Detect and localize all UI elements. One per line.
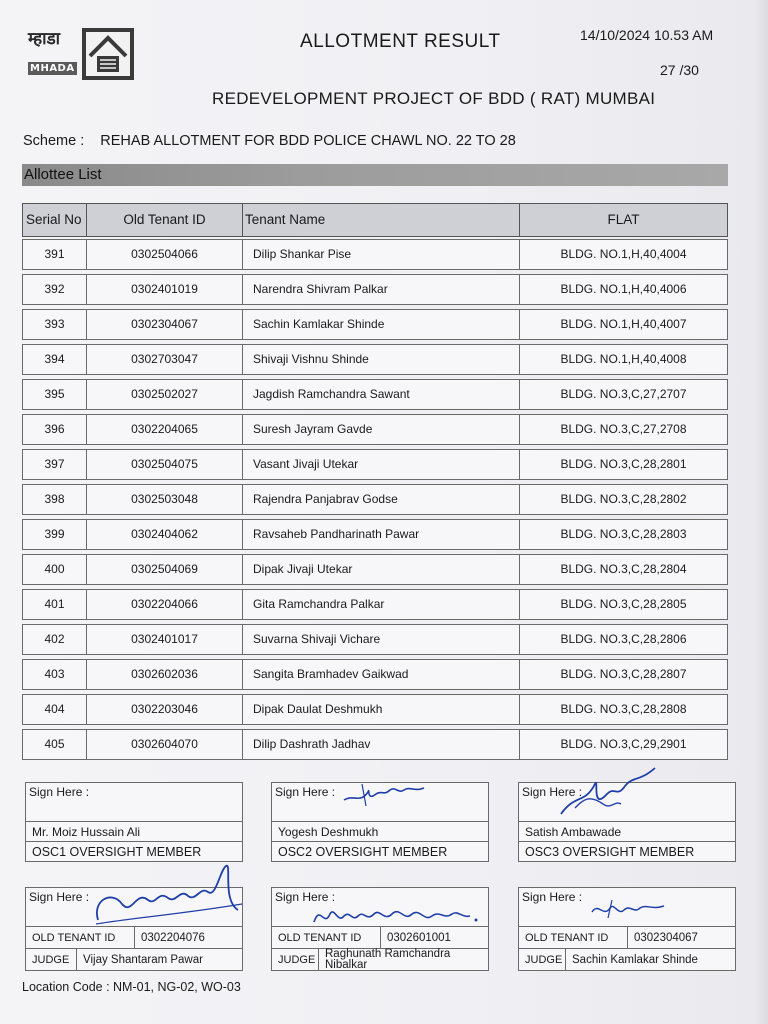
row-cells	[22, 554, 728, 585]
tenant-name-cell: Shivaji Vishnu Shinde	[243, 345, 520, 374]
tenant-name-cell: Narendra Shivram Palkar	[243, 275, 520, 304]
judge-label: JUDGE	[32, 954, 70, 966]
old-tenant-id-cell: 0302604070	[87, 730, 243, 759]
serial-number-cell: 400	[23, 555, 87, 584]
serial-number-cell: 402	[23, 625, 87, 654]
old-tenant-id-cell: 0302401019	[87, 275, 243, 304]
old-tenant-id-cell: 0302404062	[87, 520, 243, 549]
print-datetime: 14/10/2024 10.53 AM	[580, 27, 714, 43]
tenant-name-cell: Jagdish Ramchandra Sawant	[243, 380, 520, 409]
tenant-name-cell: Dipak Jivaji Utekar	[243, 555, 520, 584]
signature-ink-osc3	[555, 764, 665, 824]
flat-cell: BLDG. NO.1,H,40,4004	[560, 247, 687, 261]
tenant-name-cell: Dipak Daulat Deshmukh	[243, 695, 520, 724]
judge-label: JUDGE	[278, 954, 316, 966]
row-cells	[22, 274, 728, 305]
old-tenant-id-value: 0302204076	[134, 927, 205, 949]
table-row	[22, 447, 728, 482]
judge-row	[519, 948, 735, 970]
column-header-tenant-id: Old Tenant ID	[87, 204, 243, 236]
oversight-sign-box-1	[25, 782, 243, 862]
table-row	[22, 622, 728, 657]
mhada-logo	[28, 26, 136, 82]
row-cells	[22, 309, 728, 340]
row-cells	[22, 379, 728, 410]
sign-here-label: Sign Here :	[275, 785, 336, 799]
judge-name: Sachin Kamlakar Shinde	[565, 949, 698, 971]
flat-cell: BLDG. NO.3,C,28,2802	[560, 492, 687, 506]
sign-here-label: Sign Here :	[522, 890, 583, 904]
oversight-member-role: OSC1 OVERSIGHT MEMBER	[26, 841, 242, 861]
logo-marathi-text: म्हाडा	[28, 29, 61, 49]
tenant-name-cell: Suresh Jayram Gavde	[243, 415, 520, 444]
serial-number-cell: 397	[23, 450, 87, 479]
oversight-member-name: Satish Ambawade	[519, 821, 735, 841]
serial-number-cell: 401	[23, 590, 87, 619]
column-header-flat: FLAT	[607, 212, 640, 227]
sign-here-label: Sign Here :	[29, 785, 90, 799]
row-cells	[22, 729, 728, 760]
old-tenant-id-cell: 0302503048	[87, 485, 243, 514]
scheme-value: REHAB ALLOTMENT FOR BDD POLICE CHAWL NO. 22 TO 28	[100, 133, 516, 149]
signature-ink-judge3	[588, 894, 668, 924]
flat-cell: BLDG. NO.3,C,28,2803	[560, 527, 687, 541]
old-tenant-id-label: OLD TENANT ID	[278, 932, 362, 944]
signature-ink-judge2	[312, 900, 482, 930]
table-body	[22, 237, 728, 762]
flat-cell: BLDG. NO.3,C,28,2805	[560, 597, 687, 611]
row-cells	[22, 694, 728, 725]
table-row	[22, 342, 728, 377]
old-tenant-id-cell: 0302504075	[87, 450, 243, 479]
judge-name: Raghunath Ramchandra Nibalkar	[318, 949, 475, 971]
flat-cell: BLDG. NO.3,C,28,2804	[560, 562, 687, 576]
table-row	[22, 307, 728, 342]
row-cells	[22, 659, 728, 690]
signature-ink-osc2	[340, 780, 430, 810]
table-row	[22, 587, 728, 622]
column-header-serial: Serial No	[23, 204, 87, 236]
old-tenant-id-label: OLD TENANT ID	[525, 932, 609, 944]
table-header	[22, 203, 728, 237]
table-row	[22, 377, 728, 412]
flat-cell: BLDG. NO.3,C,27,2708	[560, 422, 687, 436]
project-title: REDEVELOPMENT PROJECT OF BDD ( RAT) MUMBAI	[212, 89, 656, 108]
old-tenant-id-cell: 0302504066	[87, 240, 243, 269]
old-tenant-id-cell: 0302504069	[87, 555, 243, 584]
old-tenant-id-value: 0302601001	[380, 927, 451, 949]
house-emblem-icon	[80, 26, 136, 82]
judge-row	[26, 948, 242, 970]
serial-number-cell: 394	[23, 345, 87, 374]
old-tenant-id-cell: 0302602036	[87, 660, 243, 689]
oversight-member-role: OSC2 OVERSIGHT MEMBER	[272, 841, 488, 861]
row-cells	[22, 484, 728, 515]
tenant-name-cell: Suvarna Shivaji Vichare	[243, 625, 520, 654]
judge-label: JUDGE	[525, 954, 563, 966]
table-row	[22, 552, 728, 587]
serial-number-cell: 393	[23, 310, 87, 339]
old-tenant-id-label: OLD TENANT ID	[32, 932, 116, 944]
table-row	[22, 657, 728, 692]
section-header-bar	[22, 164, 728, 186]
table-row	[22, 237, 728, 272]
flat-cell: BLDG. NO.3,C,28,2806	[560, 632, 687, 646]
old-tenant-id-value: 0302304067	[627, 927, 698, 949]
table-row	[22, 517, 728, 552]
serial-number-cell: 404	[23, 695, 87, 724]
row-cells	[22, 239, 728, 270]
section-title: Allottee List	[24, 166, 102, 183]
old-tenant-id-cell: 0302304067	[87, 310, 243, 339]
old-tenant-id-cell: 0302703047	[87, 345, 243, 374]
old-tenant-id-cell: 0302204065	[87, 415, 243, 444]
serial-number-cell: 396	[23, 415, 87, 444]
serial-number-cell: 398	[23, 485, 87, 514]
old-tenant-id-cell: 0302204066	[87, 590, 243, 619]
tenant-name-cell: Ravsaheb Pandharinath Pawar	[243, 520, 520, 549]
scheme-line	[23, 133, 516, 149]
page-title: ALLOTMENT RESULT	[300, 31, 501, 52]
tenant-name-cell: Sangita Bramhadev Gaikwad	[243, 660, 520, 689]
old-tenant-id-cell: 0302502027	[87, 380, 243, 409]
signature-ink-judge1	[92, 860, 252, 930]
table-row	[22, 272, 728, 307]
judge-row	[272, 948, 488, 970]
tenant-name-cell: Rajendra Panjabrav Godse	[243, 485, 520, 514]
tenant-name-cell: Vasant Jivaji Utekar	[243, 450, 520, 479]
flat-cell: BLDG. NO.3,C,29,2901	[560, 737, 687, 751]
oversight-member-name: Mr. Moiz Hussain Ali	[26, 821, 242, 841]
table-row	[22, 692, 728, 727]
old-tenant-id-row	[519, 926, 735, 948]
sign-here-label: Sign Here :	[29, 890, 90, 904]
flat-cell: BLDG. NO.1,H,40,4007	[560, 317, 687, 331]
serial-number-cell: 403	[23, 660, 87, 689]
oversight-member-role: OSC3 OVERSIGHT MEMBER	[519, 841, 735, 861]
scheme-label: Scheme :	[23, 133, 85, 149]
sign-here-label: Sign Here :	[522, 785, 583, 799]
serial-number-cell: 392	[23, 275, 87, 304]
table-row	[22, 482, 728, 517]
serial-number-cell: 391	[23, 240, 87, 269]
flat-cell: BLDG. NO.3,C,28,2807	[560, 667, 687, 681]
sign-here-label: Sign Here :	[275, 890, 336, 904]
row-cells	[22, 414, 728, 445]
location-code: Location Code : NM-01, NG-02, WO-03	[22, 980, 241, 994]
row-cells	[22, 589, 728, 620]
table-row	[22, 727, 728, 762]
tenant-name-cell: Dilip Shankar Pise	[243, 240, 520, 269]
old-tenant-id-cell: 0302401017	[87, 625, 243, 654]
judge-name: Vijay Shantaram Pawar	[76, 949, 203, 971]
page-number: 27 /30	[660, 62, 699, 78]
flat-cell: BLDG. NO.3,C,28,2801	[560, 457, 687, 471]
table-row	[22, 412, 728, 447]
row-cells	[22, 344, 728, 375]
page-edge-shadow	[754, 0, 768, 1024]
flat-cell: BLDG. NO.3,C,27,2707	[560, 387, 687, 401]
row-cells	[22, 624, 728, 655]
serial-number-cell: 395	[23, 380, 87, 409]
logo-english-text: MHADA	[30, 63, 75, 74]
old-tenant-id-cell: 0302203046	[87, 695, 243, 724]
row-cells	[22, 519, 728, 550]
row-cells	[22, 449, 728, 480]
tenant-name-cell: Sachin Kamlakar Shinde	[243, 310, 520, 339]
flat-cell: BLDG. NO.1,H,40,4008	[560, 352, 687, 366]
serial-number-cell: 405	[23, 730, 87, 759]
serial-number-cell: 399	[23, 520, 87, 549]
flat-cell: BLDG. NO.1,H,40,4006	[560, 282, 687, 296]
flat-cell: BLDG. NO.3,C,28,2808	[560, 702, 687, 716]
tenant-name-cell: Dilip Dashrath Jadhav	[243, 730, 520, 759]
oversight-member-name: Yogesh Deshmukh	[272, 821, 488, 841]
tenant-name-cell: Gita Ramchandra Palkar	[243, 590, 520, 619]
column-header-tenant-name: Tenant Name	[243, 204, 520, 236]
